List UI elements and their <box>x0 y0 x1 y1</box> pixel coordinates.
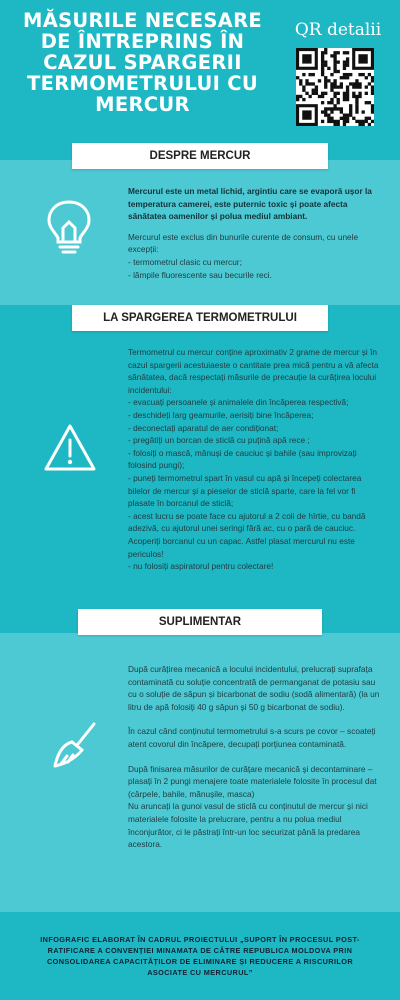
additional-text <box>128 663 383 851</box>
additional-para: Nu aruncați la gunoi vasul de sticlă cu conținutul de mercur și nici materialele folosite la prelucrare, pentru a nu polua mediul înconjurător, ci le păstrați într-un loc securizat până la predarea acestora. <box>128 801 368 850</box>
breaking-text <box>128 346 383 573</box>
list-item: - deconectați aparatul de aer condiționat; <box>128 422 279 433</box>
section-label-breaking: LA SPARGEREA TERMOMETRULUI <box>72 305 328 331</box>
page-title: MĂSURILE NECESARE DE ÎNTREPRINS ÎN CAZUL SPARGERII TERMOMETRULUI CU MERCUR <box>22 9 263 116</box>
warning-icon <box>42 422 98 479</box>
list-item: - pregătiți un borcan de sticlă cu puțină apă rece ; <box>128 435 310 446</box>
lightbulb-icon <box>44 198 94 263</box>
additional-para: După finisarea măsurilor de curățare mecanică și decontaminare – plasați în 2 pungi menajere toate materialele folosite în procesul dat (cârpele, bahile, mănușile, masca) <box>128 763 377 799</box>
list-item: - lămpile fluorescente sau becurile reci. <box>128 269 272 280</box>
additional-para: În cazul când conținutul termometrului s-a scurs pe covor – scoateți atent covorul din încăpere, decupați porțiunea contaminată. <box>128 726 376 749</box>
list-item: - folosiți o mască, mănuși de cauciuc și bahile (sau improvizați folosind pungi); <box>128 447 357 471</box>
additional-para: După curățirea mecanică a locului incidentului, prelucrați suprafața contaminată cu soluție concentrată de permanganat de potasiu sau cu o soluție de săpun și bicarbonat de sodiu (sodă alimentară) (la un litru de apă folosiți 40 g săpun și 50 g bicarbonat de sodiu). <box>128 664 380 712</box>
list-item: - evacuați persoanele și animalele din încăperea respectivă; <box>128 397 349 408</box>
header <box>0 0 400 138</box>
about-mercury-intro: Mercurul este un metal lichid, argintiu care se evaporă ușor la temperatura camerei, este puternic toxic și poate afecta sănătatea oamenilor și polua mediul ambiant. <box>128 186 372 222</box>
about-mercury-text <box>128 185 383 281</box>
about-mercury-para: Mercurul este exclus din bunurile curente de consum, cu unele excepții: <box>128 231 359 255</box>
section-label-additional: SUPLIMENTAR <box>78 609 322 635</box>
list-item: - termometrul clasic cu mercur; <box>128 256 242 267</box>
section-label-about-mercury: DESPRE MERCUR <box>72 143 328 169</box>
qr-label: QR detalii <box>294 20 382 40</box>
qr-code[interactable] <box>296 48 374 126</box>
list-item: - acest lucru se poate face cu ajutorul a 2 coli de hîrtie, cu bandă adezivă, cu ajutorul unei seringi fără ac, cu o pară de cauciuc. Acoperiți borcanul cu un capac. Astfel plasat mercurul nu este periculos! <box>128 510 366 559</box>
list-item: - nu folosiți aspiratorul pentru colectare! <box>128 561 274 572</box>
broom-icon <box>50 720 102 777</box>
list-item: - deschideți larg geamurile, aerisiți bine încăperea; <box>128 409 314 420</box>
footer-text: INFOGRAFIC ELABORAT ÎN CADRUL PROIECTULUI „SUPORT ÎN PROCESUL POST-RATIFICARE A CONVENȚIEI MINAMATA DE CĂTRE REPUBLICA MOLDOVA PRIN CONSOLIDAREA CAPACITĂȚILOR DE ELIMINARE ȘI REDUCERE A RISCURILOR ASOCIATE CU MERCURUL” <box>40 935 360 977</box>
breaking-intro: Termometrul cu mercur conține aproximativ 2 grame de mercur și în cazul spargerii acestuiaeste o cantitate prea mică pentru a vă afecta sănătatea, dacă respectați măsurile de precauție la curățirea locului incidentului: <box>128 347 379 395</box>
list-item: - puneți termometrul spart în vasul cu apă și începeți colectarea bilelor de mercur și a pieselor de sticlă sparte, care la fel vor fi plasate în borcanul de sticlă; <box>128 472 362 509</box>
